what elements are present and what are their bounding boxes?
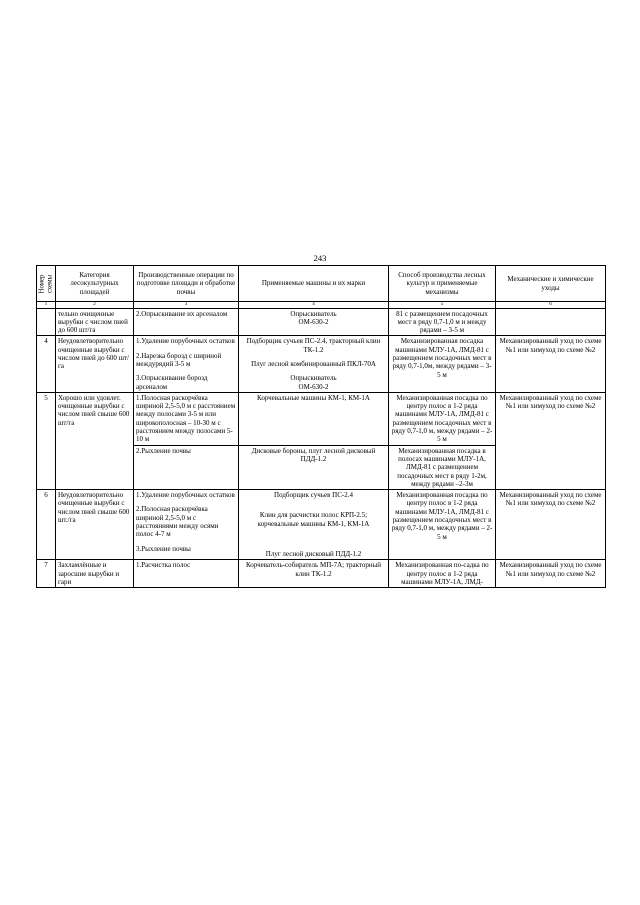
table-row-4 (37, 336, 606, 392)
header-operations: Производственные операции по подготовке площади и обработке почвы (134, 266, 239, 302)
table-row-continued (37, 308, 606, 336)
column-number: 2 (56, 302, 134, 309)
machines-cell: Корчевальные машины КМ-1, КМ-1А (239, 392, 389, 445)
operations-cell: 1.Удаление порубочных остатков 2.Полосная раскорчёвка шириной 2,5-5,0 м с расстояниями между осями полос 4-7 м 3.Рыхление почвы (134, 490, 239, 560)
category-cell: Захламлённые и заросшие вырубки и гари (56, 560, 134, 588)
header-machines: Применяемые машины и их марки (239, 266, 389, 302)
care-cell: Механизированный уход по схеме №1 или химуход по схеме №2 (496, 560, 606, 588)
machines-cell: Корчеватель-собиратель МП-7А; тракторный клин ТК-1.2 (239, 560, 389, 588)
scheme-number-cell: 7 (37, 560, 56, 588)
header-care: Механические и химические уходы (496, 266, 606, 302)
machines-cell: Опрыскиватель ОМ-630-2 (239, 308, 389, 336)
scheme-number-cell: 6 (37, 490, 56, 560)
header-method: Способ производства лесных культур и применяемые механизмы (389, 266, 496, 302)
category-cell: Неудовлетворительно очищенные вырубки с числом пней свыше 600 шт./га (56, 490, 134, 560)
operations-cell: 2.Опрыскивание их арсеналом (134, 308, 239, 336)
method-cell: Механизированная посадка в полосах машинами МЛУ-1А, ЛМД-81 с размещением посадочных мест в ряду 1-2м, между рядами –2-3м (389, 445, 496, 489)
scheme-number-cell (37, 308, 56, 336)
operations-cell: 1.Расчистка полос (134, 560, 239, 588)
machines-cell: Дисковые бороны, плуг лесной дисковый ПДД-1.2 (239, 445, 389, 489)
category-cell: Неудовлетворительно очищенные вырубки с числом пней до 600 шт/га (56, 336, 134, 392)
column-number: 6 (496, 302, 606, 309)
scheme-number-cell: 4 (37, 336, 56, 392)
column-number: 4 (239, 302, 389, 309)
page-number: 243 (313, 253, 327, 263)
care-cell: Механизированный уход по схеме №1 или химуход по схеме №2 (496, 392, 606, 489)
header-scheme-number: Номер схемы (37, 266, 56, 302)
column-number: 1 (37, 302, 56, 309)
scheme-number-cell: 5 (37, 392, 56, 489)
care-cell: Механизированный уход по схеме №1 или химуход по схеме №2 (496, 336, 606, 392)
forest-crops-table (36, 265, 606, 588)
method-cell: Механизированная посадка машинами МЛУ-1А, ЛМД-81 с размещением посадочных мест в ряду 0,7-1,0м, между рядами – 3-5 м (389, 336, 496, 392)
method-cell: 81 с размещением посадочных мест в ряду 0,7-1,0 м и между рядами – 3-5 м (389, 308, 496, 336)
header-category: Категория лесокультурных площадей (56, 266, 134, 302)
column-number: 3 (134, 302, 239, 309)
method-cell: Механизированная посадка по центру полос в 1-2 ряда машинами МЛУ-1А, ЛМД-81 с размещением посадочных мест в ряду 0,7-1,0 м, между рядами – 2-5 м (389, 490, 496, 560)
machines-cell: Подборщик сучьев ПС-2.4 Клин для расчистки полос КРП-2.5; корчевальные машины КМ-1, КМ-1А Плуг лесной дисковый ПДД-1.2 (239, 490, 389, 560)
machines-cell: Подборщик сучьев ПС-2.4, тракторный клин ТК-1.2 Плуг лесной комбинированный ПКЛ-70А Опрыскиватель ОМ-630-2 (239, 336, 389, 392)
header-row (37, 266, 606, 302)
column-number: 5 (389, 302, 496, 309)
table-row-6 (37, 490, 606, 560)
method-cell: Механизированная посадка по центру полос в 1-2 ряда машинами МЛУ-1А, ЛМД-81 с размещением посадочных мест в ряду 0,7-1,0 м, между рядами – 2-5 м (389, 392, 496, 445)
operations-cell: 1.Удаление порубочных остатков 2.Нарезка борозд с шириной междурядий 3-5 м 3.Опрыскивание борозд арсеналом (134, 336, 239, 392)
operations-cell: 1.Полосная раскорчёвка шириной 2,5-5,0 м с расстоянием между полосами 3-5 м или широкополосная – 10-30 м с расстоянием между полосами 5-10 м (134, 392, 239, 445)
table-row-7 (37, 560, 606, 588)
category-cell: Хорошо или удовлет. очищенные вырубки с числом пней свыше 600 шт/га (56, 392, 134, 489)
care-cell (496, 308, 606, 336)
operations-cell: 2.Рыхление почвы (134, 445, 239, 489)
table-row-5 (37, 392, 606, 445)
method-cell: Механизированная по-садка по центру полос в 1-2 ряда машинами МЛУ-1А, ЛМД- (389, 560, 496, 588)
category-cell: тельно очищенные вырубки с числом пней до 600 шт/га (56, 308, 134, 336)
care-cell: Механизированный уход по схеме №1 или химуход по схеме №2 (496, 490, 606, 560)
